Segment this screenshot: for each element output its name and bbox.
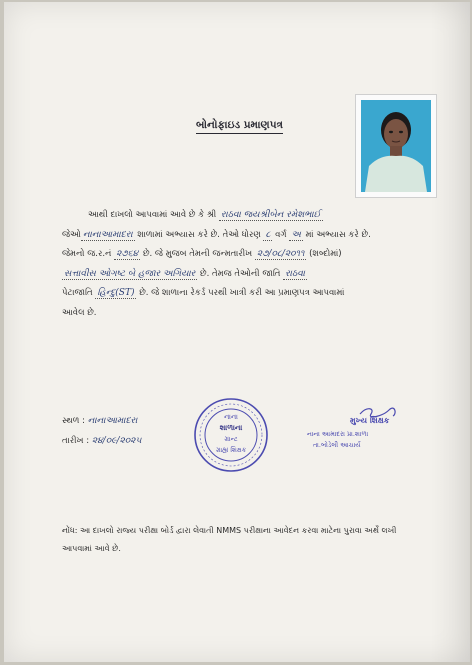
seal-line3-text: ગ્રાન્ટ xyxy=(224,435,238,443)
class-value: અ xyxy=(291,229,301,240)
student-photo xyxy=(361,100,431,192)
student-name: રાઠવા જયશ્રીબેન રમેશભાઈ xyxy=(220,210,321,220)
note-line-2: આપવામાં આવે છે. xyxy=(62,544,121,553)
body-line-2 xyxy=(62,226,442,246)
line5-prefix: પેટાજાતિ xyxy=(62,288,93,298)
footer-note xyxy=(62,522,432,558)
body-line-6: આવેલ છે. xyxy=(62,307,97,318)
caste-value: રાઠવા xyxy=(285,268,306,279)
line1-prefix: આથી દાખલો આપવામાં આવે છે કે શ્રી xyxy=(88,210,217,220)
line3-mid: છે. જે મુજબ તેમની જન્મતારીખ xyxy=(142,249,253,259)
subcaste-value: હિન્દુ(ST) xyxy=(97,288,135,298)
standard-value: ૮ xyxy=(265,229,271,240)
place-row xyxy=(62,411,141,431)
school-name: નાનાઆમાદરા xyxy=(82,229,133,240)
certificate-title: બોનોફાઇડ પ્રમાણપત્ર xyxy=(196,119,283,134)
note-line-1: નોંધ: આ દાખલો રાજ્ય પરીક્ષા બોર્ડ દ્વારા લેવાતી NMMS પરીક્ષાના આવેદન કરવા માટેના પુરાવા અર્થે લખી xyxy=(62,526,397,535)
place-label: સ્થળ : xyxy=(62,416,85,426)
date-of-birth: ૨૭/૦૮/૨૦૧૧ xyxy=(256,249,305,259)
principal-signature-stamp xyxy=(305,404,425,454)
line2-mid: શાળામાં અભ્યાસ કરે છે. તેઓ ધોરણ xyxy=(137,229,261,240)
student-photo-frame xyxy=(355,94,437,198)
line5-suffix: છે. જે શાળાના રેકર્ડ પરથી ખાત્રી કરી આ પ્રમાણપત્ર આપવામાં xyxy=(139,288,345,298)
principal-sub: તા.બોડેલી આચાર્ય xyxy=(313,441,361,449)
date-value: ૨૪/૦૯/૨૦૨૫ xyxy=(91,436,142,446)
school-seal-stamp xyxy=(193,397,269,473)
gr-number: ૨૭૬૪ xyxy=(116,249,139,259)
seal-icon xyxy=(193,397,269,473)
principal-role: મુખ્ય શિક્ષક xyxy=(350,416,390,425)
principal-school: નાના આમાદરા પ્રા.શાળા xyxy=(307,430,369,438)
line2-suffix: માં અભ્યાસ કરે છે. xyxy=(305,229,371,240)
line2-prefix: જેઓ xyxy=(62,229,81,240)
body-line-1 xyxy=(62,206,442,226)
body-line-5 xyxy=(62,284,442,304)
date-label: તારીખ : xyxy=(62,436,90,446)
place-value: નાનાઆમાદરા xyxy=(87,416,138,426)
line4-mid: છે. તેમજ તેઓની જાતિ xyxy=(200,268,281,279)
seal-mid-text: શાળાના xyxy=(219,423,243,432)
dob-in-words: સત્તાવીસ ઓગષ્ટ બે હજાર અગિયાર xyxy=(64,268,196,279)
certificate-body xyxy=(62,206,442,323)
seal-top-text: નાના xyxy=(224,413,238,421)
line3-suffix: (શબ્દોમાં) xyxy=(309,249,342,259)
line3-prefix: જેમનો જ.ર.નં xyxy=(62,249,112,259)
principal-stamp xyxy=(305,404,425,454)
body-line-3 xyxy=(62,245,442,265)
student-portrait-image xyxy=(361,100,431,192)
body-line-4 xyxy=(62,265,442,285)
place-date-block xyxy=(62,411,141,451)
date-row xyxy=(62,431,141,451)
line2-mid2: વર્ગ xyxy=(275,229,287,240)
seal-bottom-text: ગ્રાહ્ય શિક્ષક xyxy=(215,446,247,454)
